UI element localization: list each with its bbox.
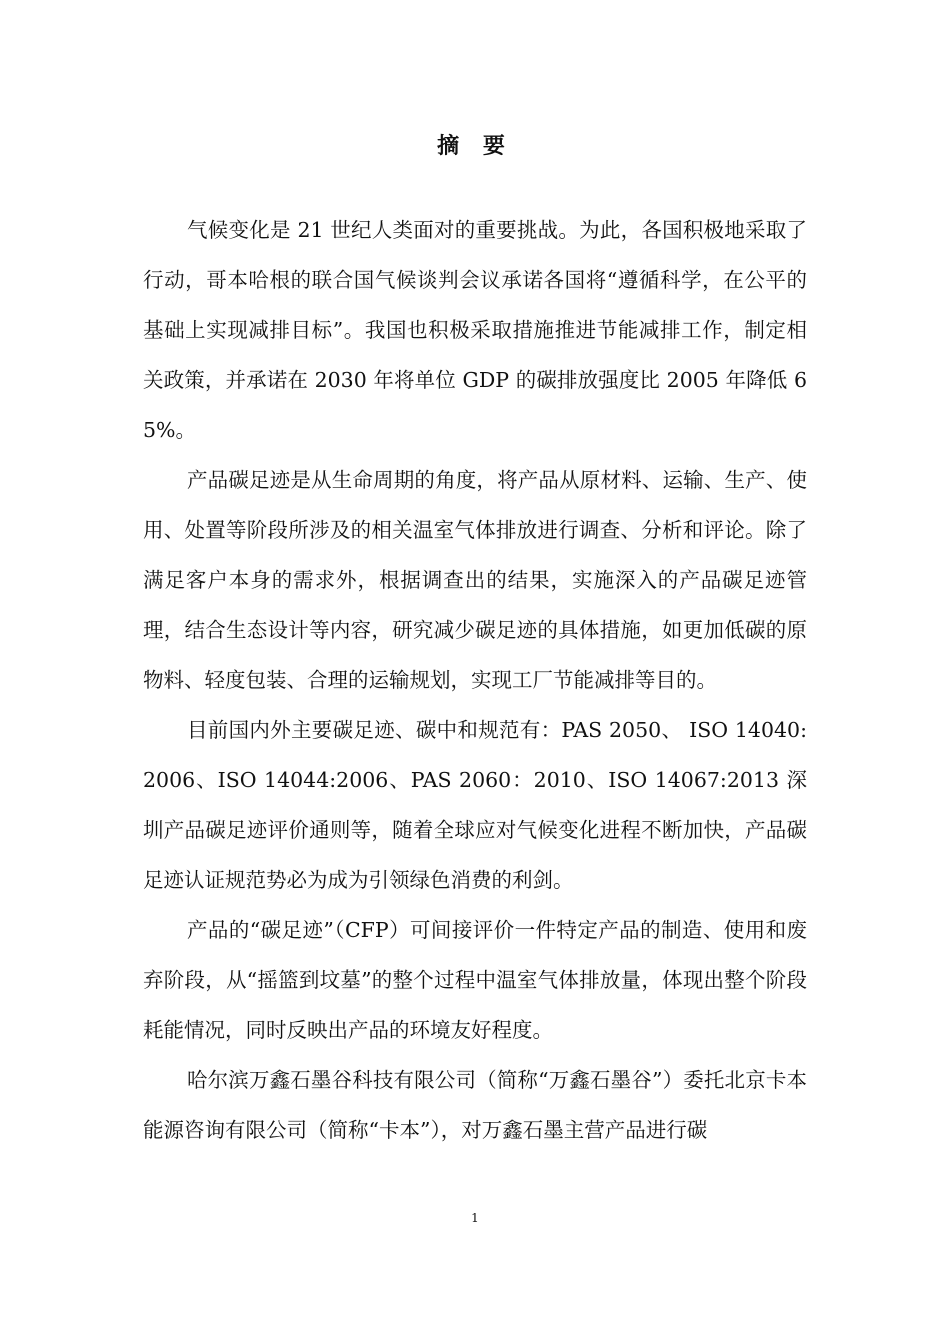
paragraph-climate-change: 气候变化是 21 世纪人类面对的重要挑战。为此，各国积极地采取了行动，哥本哈根的联合国气候谈判会议承诺各国将“遵循科学，在公平的基础上实现减排目标”。我国也积极采取措施推进节能减排工作，制定相关政策，并承诺在 2030 年将单位 GDP 的碳排放强度比 2005 年降低 65%。 xyxy=(143,218,807,442)
paragraph-carbon-footprint-definition: 产品碳足迹是从生命周期的角度，将产品从原材料、运输、生产、使用、处置等阶段所涉及的相关温室气体排放进行调查、分析和评论。除了满足客户本身的需求外，根据调查出的结果，实施深入的产品碳足迹管理，结合生态设计等内容，研究减少碳足迹的具体措施，如更加低碳的原物料、轻度包装、合理的运输规划，实现工厂节能减排等目的。 xyxy=(143,468,807,692)
paragraph-standards: 目前国内外主要碳足迹、碳中和规范有：PAS 2050、 ISO 14040:2006、ISO 14044:2006、PAS 2060：2010、ISO 14067:2013 深圳产品碳足迹评价通则等，随着全球应对气候变化进程不断加快，产品碳足迹认证规范势必为成为引领绿色消费的利剑。 xyxy=(143,718,807,892)
abstract-body xyxy=(143,205,807,1155)
paragraph-cfp: 产品的“碳足迹”（CFP）可间接评价一件特定产品的制造、使用和废弃阶段，从“摇篮到坟墓”的整个过程中温室气体排放量，体现出整个阶段耗能情况，同时反映出产品的环境友好程度。 xyxy=(143,918,807,1042)
page-number: 1 xyxy=(471,1211,479,1225)
page-title: 摘 要 xyxy=(437,133,513,159)
paragraph-commission: 哈尔滨万鑫石墨谷科技有限公司（简称“万鑫石墨谷”）委托北京卡本能源咨询有限公司（简称“卡本”），对万鑫石墨主营产品进行碳 xyxy=(143,1068,807,1142)
